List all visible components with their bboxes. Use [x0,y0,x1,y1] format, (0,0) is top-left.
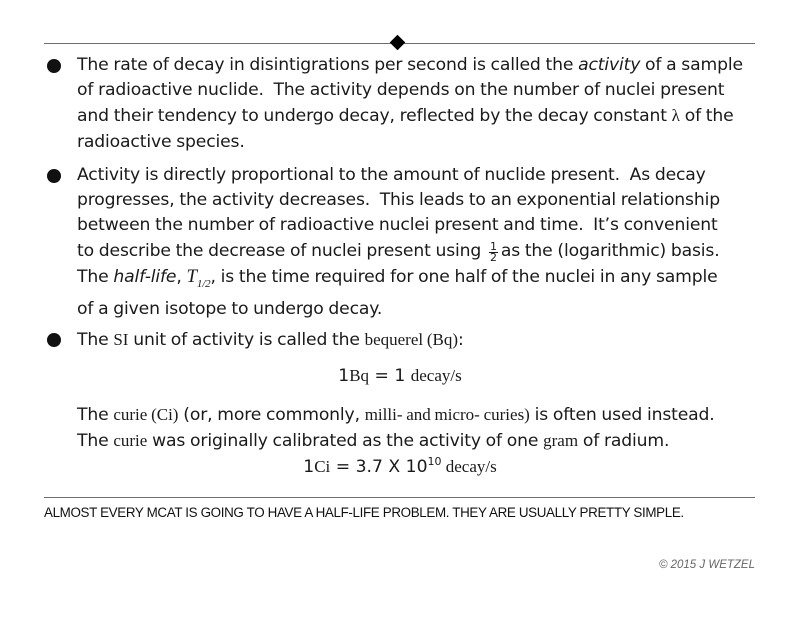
fraction-one-half: $\frac{1}{2}$ [489,239,497,264]
diamond-icon [390,35,406,51]
eq-ci-number: 1 [303,457,315,477]
eq-ci-exponent: 10 [427,455,442,468]
serif-term: curie [113,431,148,451]
eq-bq-unit: Bq [349,366,370,385]
paragraph-activity-definition [77,53,767,155]
text-line: to describe the decrease of nuclei present using $\frac{1}{2}$ as the (logarithmic) basis. [77,239,720,264]
paragraph-si-unit [77,327,767,353]
italic-term: activity [578,55,641,75]
copyright: © 2015 J WETZEL [658,559,755,571]
eq-bq-number: 1 [338,366,350,386]
half-life-symbol: T [186,265,197,287]
equation-curie [0,455,800,477]
text-line: The curie (Ci) (or, more commonly, milli- and micro- curies) is often used instead. [77,405,715,425]
text-line: The curie was originally calibrated as the activity of one gram of radium. [77,431,670,452]
eq-ci-rhs-unit: decay/s [441,457,497,476]
caption: ALMOST EVERY MCAT IS GOING TO HAVE A HALF-LIFE PROBLEM. THEY ARE USUALLY PRETTY SIMPLE. [44,505,684,520]
equation-becquerel [0,366,800,386]
bullet-icon [47,59,61,73]
text-line: of radioactive nuclide. The activity depends on the number of nuclei present [77,80,725,101]
subscript: 1/2 [196,277,211,290]
text-line: The SI unit of activity is called the bequerel (Bq): [77,330,464,350]
italic-term: half-life [113,266,177,287]
serif-term: SI [113,330,129,349]
paragraph-half-life [77,163,767,322]
eq-bq-value: = 1 [369,366,411,386]
eq-bq-rhs-unit: decay/s [410,366,462,385]
bullet-icon [47,333,61,347]
serif-term: curie (Ci) [113,405,179,424]
serif-term: gram [543,431,579,451]
text-line: Activity is directly proportional to the amount of nuclide present. As decay [77,165,706,185]
eq-ci-unit: Ci [314,457,331,476]
serif-term: bequerel (Bq) [364,330,459,349]
serif-term: λ [671,106,680,126]
bullet-icon [47,169,61,183]
text-line: radioactive species. [77,131,245,152]
text-line: of a given isotope to undergo decay. [77,299,383,320]
text-line: and their tendency to undergo decay, reflected by the decay constant λ of the [77,106,734,127]
eq-ci-value: = 3.7 X 10 [330,457,428,477]
text-line: The half-life, $T_{1/2}$, is the time required for one half of the nuclei in any sample [77,265,718,290]
serif-term: milli- and micro- curies) [364,405,530,424]
text-line: progresses, the activity decreases. This leads to an exponential relationship [77,190,720,211]
text-line: The rate of decay in disintigrations per second is called the activity of a sample [77,55,743,75]
paragraph-curie [77,402,767,454]
bottom-rule [44,497,755,498]
text-line: between the number of radioactive nuclei present and time. It’s convenient [77,215,718,236]
